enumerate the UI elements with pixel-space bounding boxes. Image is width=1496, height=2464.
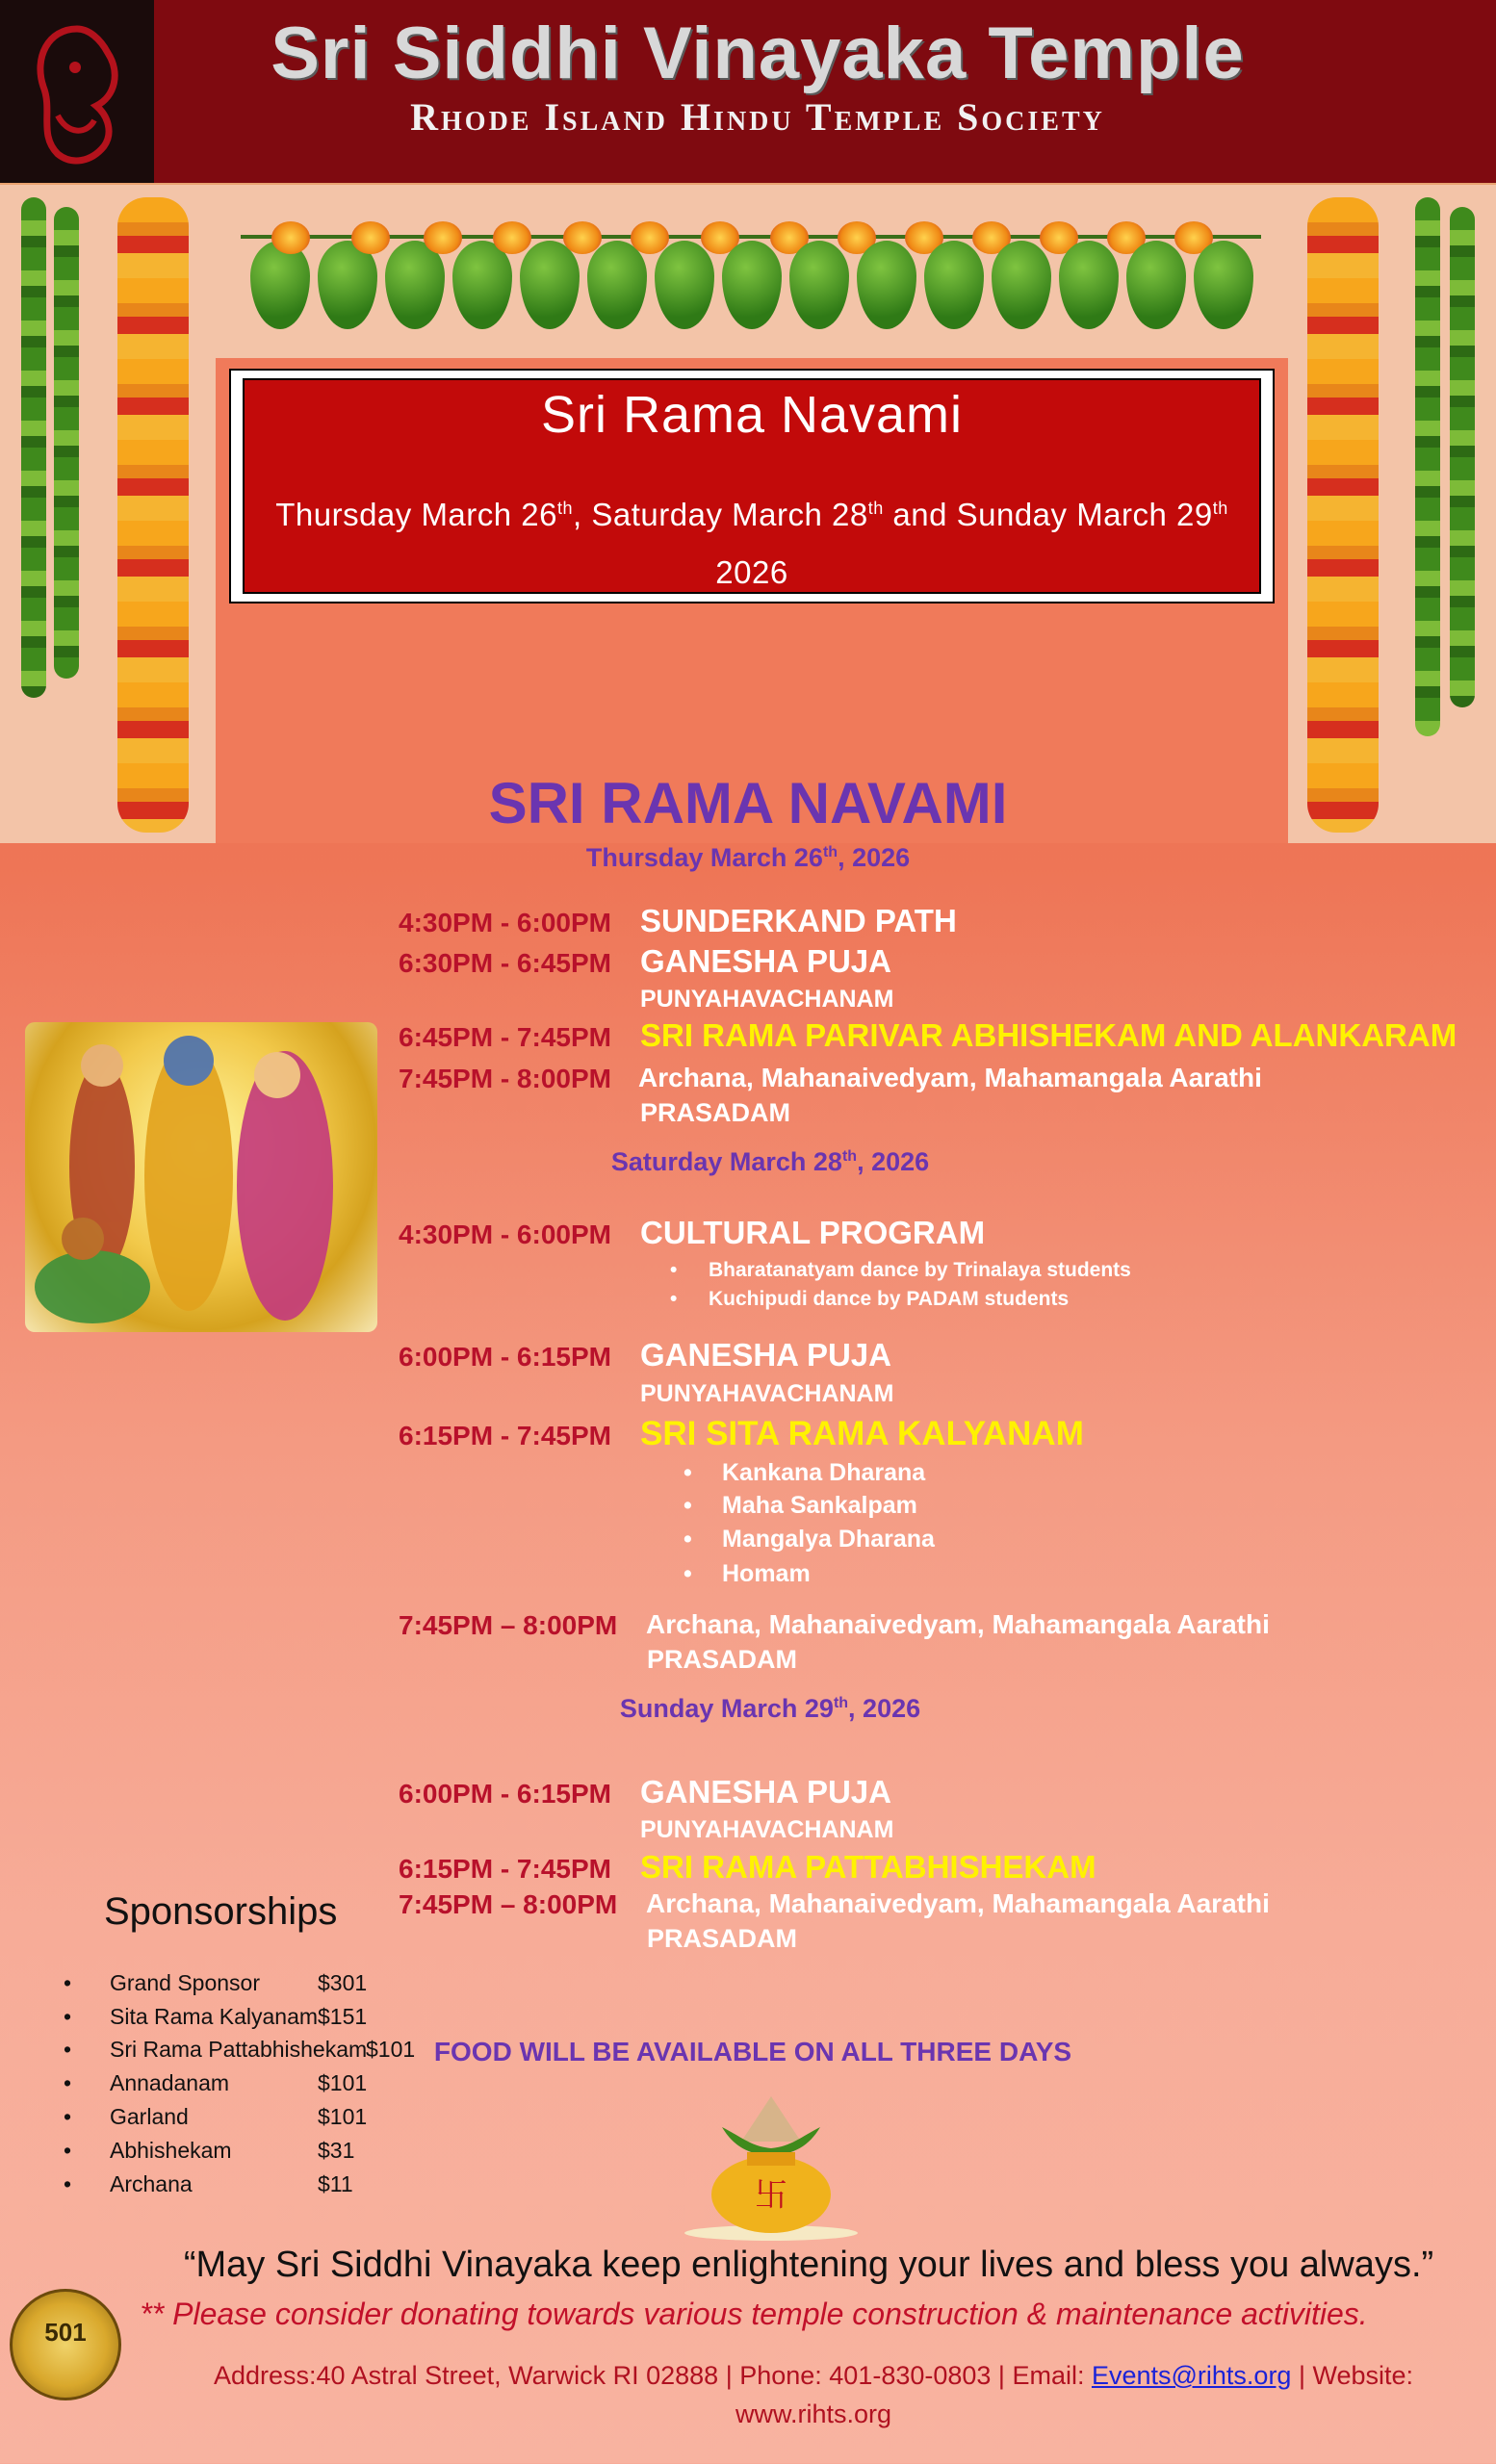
sponsorship-amount: $151 — [318, 2004, 368, 2029]
temple-name: Sri Siddhi Vinayaka Temple — [271, 13, 1245, 94]
sponsorship-amount: $301 — [318, 1970, 368, 1995]
sponsorship-name: Abhishekam — [110, 2138, 232, 2163]
schedule-time: 6:15PM - 7:45PM — [399, 1854, 611, 1884]
sponsorship-name: Annadanam — [110, 2070, 230, 2095]
bullet: • — [64, 2004, 72, 2029]
ritual-bullet: • Maha Sankalpam — [722, 1492, 917, 1520]
schedule-time: 4:30PM - 6:00PM — [399, 1219, 611, 1249]
schedule-sub: PRASADAM — [647, 1645, 798, 1674]
website-text: www.rihts.org — [735, 2400, 892, 2428]
footer-contact: Address:40 Astral Street, Warwick RI 02888 | Phone: 401-830-0803 | Email: Events@rihts.org | Website: www.rihts.org — [213, 2361, 1414, 2428]
sponsorship-name: Garland — [110, 2104, 189, 2129]
schedule-sub: PUNYAHAVACHANAM — [640, 1816, 894, 1843]
flower-garland-left — [117, 197, 189, 833]
leaf-garland-right-1 — [1415, 197, 1440, 736]
sponsorship-name: Archana — [110, 2171, 193, 2196]
bullet: • — [64, 2138, 72, 2163]
program-bullet: • Kuchipudi dance by PADAM students — [709, 1288, 1069, 1311]
schedule-sub: PRASADAM — [647, 1924, 798, 1953]
schedule-event: Archana, Mahanaivedyam, Mahamangala Aarathi — [646, 1888, 1270, 1918]
schedule-time: 7:45PM – 8:00PM — [399, 1889, 618, 1919]
ritual-bullet: • Mangalya Dharana — [722, 1526, 935, 1553]
food-note: FOOD WILL BE AVAILABLE ON ALL THREE DAYS — [433, 2037, 1072, 2066]
day-heading-sunday: Sunday March 29th, 2026 — [619, 1694, 921, 1723]
schedule-time: 6:00PM - 6:15PM — [399, 1779, 611, 1809]
donation-note: ** Please consider donating towards various temple construction & maintenance activities. — [140, 2297, 1368, 2331]
day-heading-thursday: Thursday March 26th, 2026 — [585, 843, 911, 872]
sponsorship-amount: $101 — [366, 2037, 416, 2062]
sponsorship-name: Sita Rama Kalyanam — [110, 2004, 319, 2029]
program-title: SRI RAMA NAVAMI — [488, 771, 1008, 835]
leaf-garland-right-2 — [1450, 207, 1475, 707]
schedule-time: 7:45PM – 8:00PM — [399, 1610, 618, 1640]
bullet: • — [64, 2171, 72, 2196]
svg-text:卐: 卐 — [755, 2176, 787, 2215]
ritual-bullet: • Homam — [722, 1560, 811, 1588]
sponsorship-name: Sri Rama Pattabhishekam — [110, 2037, 368, 2062]
schedule-sub: PUNYAHAVACHANAM — [640, 986, 894, 1013]
bullet: • — [64, 2104, 72, 2129]
schedule-time: 7:45PM - 8:00PM — [399, 1064, 611, 1093]
sponsorship-amount: $101 — [318, 2070, 368, 2095]
schedule-event: Archana, Mahanaivedyam, Mahamangala Aarathi — [638, 1063, 1262, 1092]
schedule-event: GANESHA PUJA — [640, 943, 891, 979]
bullet: • — [64, 2070, 72, 2095]
schedule-event: GANESHA PUJA — [640, 1337, 891, 1373]
schedule-time: 4:30PM - 6:00PM — [399, 908, 611, 937]
schedule-event: CULTURAL PROGRAM — [640, 1215, 986, 1250]
schedule-sub: PUNYAHAVACHANAM — [640, 1380, 894, 1407]
schedule-event-highlight: SRI SITA RAMA KALYANAM — [640, 1415, 1084, 1452]
leaf-garland-left-1 — [21, 197, 46, 698]
schedule-event: SUNDERKAND PATH — [640, 903, 957, 938]
schedule-event: Archana, Mahanaivedyam, Mahamangala Aarathi — [646, 1609, 1270, 1639]
schedule-event: GANESHA PUJA — [640, 1774, 891, 1810]
flower-garland-right — [1307, 197, 1379, 833]
sponsorship-amount: $101 — [318, 2104, 368, 2129]
rama-parivar-image — [25, 1022, 377, 1332]
ganesha-icon — [0, 0, 154, 183]
leaf-garland-left-2 — [54, 207, 79, 679]
schedule-sub: PRASADAM — [640, 1098, 791, 1127]
schedule-time: 6:30PM - 6:45PM — [399, 948, 611, 978]
schedule-time: 6:45PM - 7:45PM — [399, 1022, 611, 1052]
event-title: Sri Rama Navami — [540, 386, 964, 444]
leaf-toran — [241, 221, 1261, 337]
sponsorship-amount: $11 — [318, 2171, 353, 2196]
program-bullet: • Bharatanatyam dance by Trinalaya students — [709, 1259, 1131, 1282]
kalash-icon — [664, 2089, 878, 2243]
day-heading-saturday: Saturday March 28th, 2026 — [610, 1147, 930, 1176]
bullet: • — [64, 2037, 72, 2062]
ritual-bullet: • Kankana Dharana — [722, 1459, 925, 1487]
schedule-time: 6:15PM - 7:45PM — [399, 1421, 611, 1450]
email-link[interactable]: Events@rihts.org — [1091, 2361, 1292, 2390]
seal-label: 501 — [44, 2318, 87, 2347]
schedule-event-highlight: SRI RAMA PARIVAR ABHISHEKAM AND ALANKARAM — [640, 1017, 1457, 1053]
sponsorship-name: Grand Sponsor — [110, 1970, 260, 1995]
event-dates: Thursday March 26th, Saturday March 28th and Sunday March 29th 2026 — [275, 497, 1228, 590]
blessing-quote: “May Sri Siddhi Vinayaka keep enlightening your lives and bless you always.” — [183, 2245, 1434, 2285]
society-name: Rhode Island Hindu Temple Society — [410, 95, 1105, 139]
schedule-time: 6:00PM - 6:15PM — [399, 1342, 611, 1372]
sponsorship-amount: $31 — [318, 2138, 355, 2163]
schedule-event-highlight: SRI RAMA PATTABHISHEKAM — [640, 1849, 1096, 1885]
sponsorships-title: Sponsorships — [104, 1890, 338, 1933]
bullet: • — [64, 1970, 72, 1995]
